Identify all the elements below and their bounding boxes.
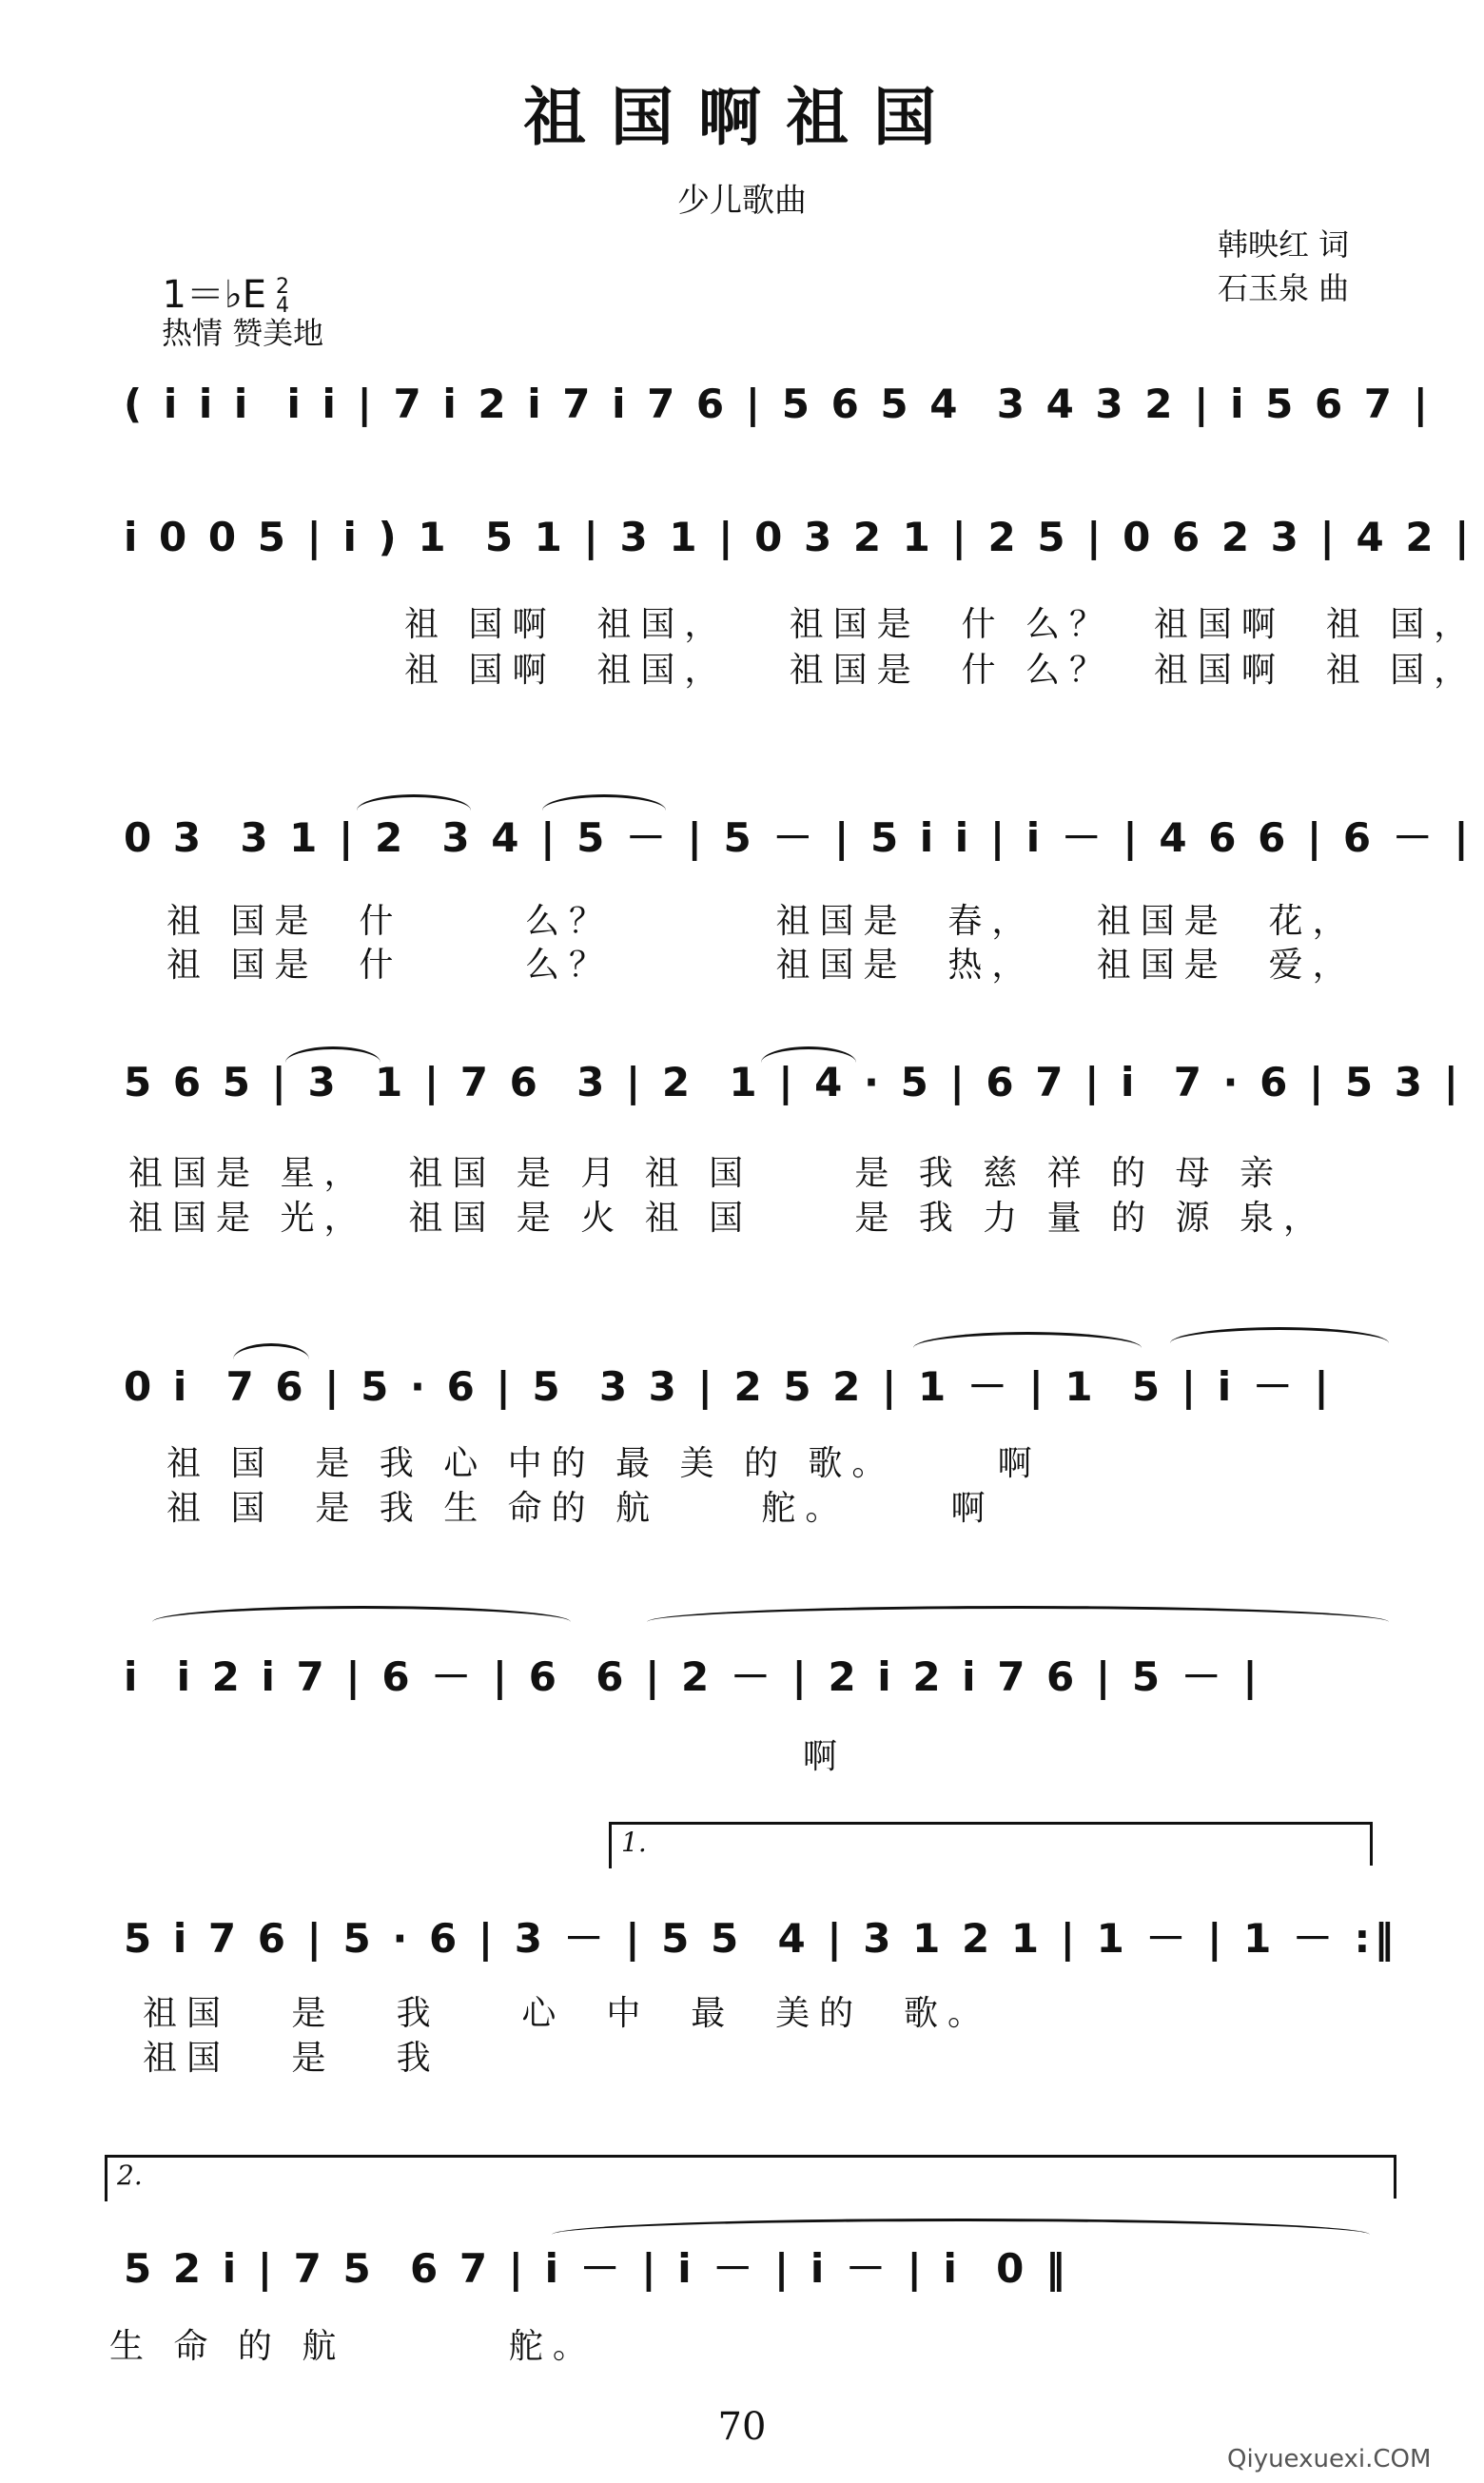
notation-line-1: ( i i i i i | 7 i 2 i 7 i 7 6 | 5 6 5 4 3 4 3 2 | i 5 6 7 |: [124, 381, 1432, 427]
meter-bottom: 4: [276, 294, 290, 318]
notation-line-2: i 0 0 5 | i ) 1 5 1 | 3 1 | 0 3 2 1 | 2 5 | 0 6 2 3 | 4 2 |: [124, 514, 1474, 560]
slur: [1170, 1327, 1389, 1343]
song-subtitle: 少儿歌曲: [677, 182, 807, 220]
lyric-line-5-verse-2: 祖 国 是 我 生 命的 航 舵。 啊: [166, 1489, 995, 1528]
lyric-line-3-verse-2: 祖 国是 什 么？ 祖国是 热， 祖国是 爱，: [166, 946, 1357, 985]
notation-line-5: 0 i 7 6 | 5 · 6 | 5 3 3 | 2 5 2 | 1 － | 1 5 | i － |: [124, 1363, 1333, 1410]
volta-label: 2.: [117, 2160, 143, 2191]
lyric-line-2-verse-1: 祖 国啊 祖国， 祖国是 什 么？ 祖国啊 祖 国，: [404, 605, 1478, 644]
lyric-line-8: 生 命 的 航 舵。: [109, 2327, 596, 2366]
lyric-line-2-verse-2: 祖 国啊 祖国， 祖国是 什 么？ 祖国啊 祖 国，: [404, 651, 1478, 690]
slur: [152, 1606, 571, 1622]
notation-line-6: i i 2 i 7 | 6 － | 6 6 | 2 － | 2 i 2 i 7 6 | 5 － |: [124, 1653, 1261, 1700]
notation-line-3: 0 3 3 1 | 2 3 4 | 5 － | 5 － | 5 i i | i － | 4 6 6 | 6 － |: [124, 814, 1473, 861]
song-title: 祖国啊祖国: [523, 80, 961, 154]
lyric-line-7-verse-2: 祖国 是 我: [143, 2039, 440, 2078]
lyric-line-3-verse-1: 祖 国是 什 么？ 祖国是 春， 祖国是 花，: [166, 902, 1357, 941]
volta-label: 1.: [621, 1827, 647, 1858]
notation-line-4: 5 6 5 | 3 1 | 7 6 3 | 2 1 | 4 · 5 | 6 7 | i 7 · 6 | 5 3 |: [124, 1059, 1462, 1105]
notation-line-8: 5 2 i | 7 5 6 7 | i － | i － | i － | i 0 ‖: [124, 2245, 1069, 2292]
lyric-line-6: 啊: [395, 1737, 847, 1776]
slur: [913, 1332, 1142, 1348]
lyric-line-5-verse-1: 祖 国 是 我 心 中的 最 美 的 歌。 啊: [166, 1444, 1042, 1483]
notation-line-7: 5 i 7 6 | 5 · 6 | 3 － | 5 5 4 | 3 1 2 1 | 1 － | 1 － :‖: [124, 1915, 1398, 1962]
watermark: Qiyuexuexi.COM: [1227, 2445, 1432, 2473]
second-ending-bracket-end: [105, 2155, 1396, 2199]
tempo-marking: 热情 赞美地: [162, 315, 324, 351]
key-signature: [138, 221, 289, 319]
lyricist-credit: 韩映红 词: [1218, 226, 1350, 263]
slur: [552, 2219, 1370, 2235]
meter-top: 2: [276, 275, 290, 299]
key-text: 1＝♭E: [162, 273, 267, 317]
first-ending-bracket-end: [609, 1822, 1373, 1866]
lyric-line-4-verse-1: 祖国是 星， 祖国 是 月 祖 国 是 我 慈 祥 的 母 亲: [128, 1154, 1283, 1193]
lyric-line-4-verse-2: 祖国是 光， 祖国 是 火 祖 国 是 我 力 量 的 源 泉，: [128, 1199, 1327, 1238]
composer-credit: 石玉泉 曲: [1218, 270, 1350, 306]
page-number: 70: [717, 2405, 767, 2449]
slur: [647, 1606, 1389, 1622]
lyric-line-7-verse-1: 祖国 是 我 心 中 最 美的 歌。: [143, 1994, 991, 2033]
